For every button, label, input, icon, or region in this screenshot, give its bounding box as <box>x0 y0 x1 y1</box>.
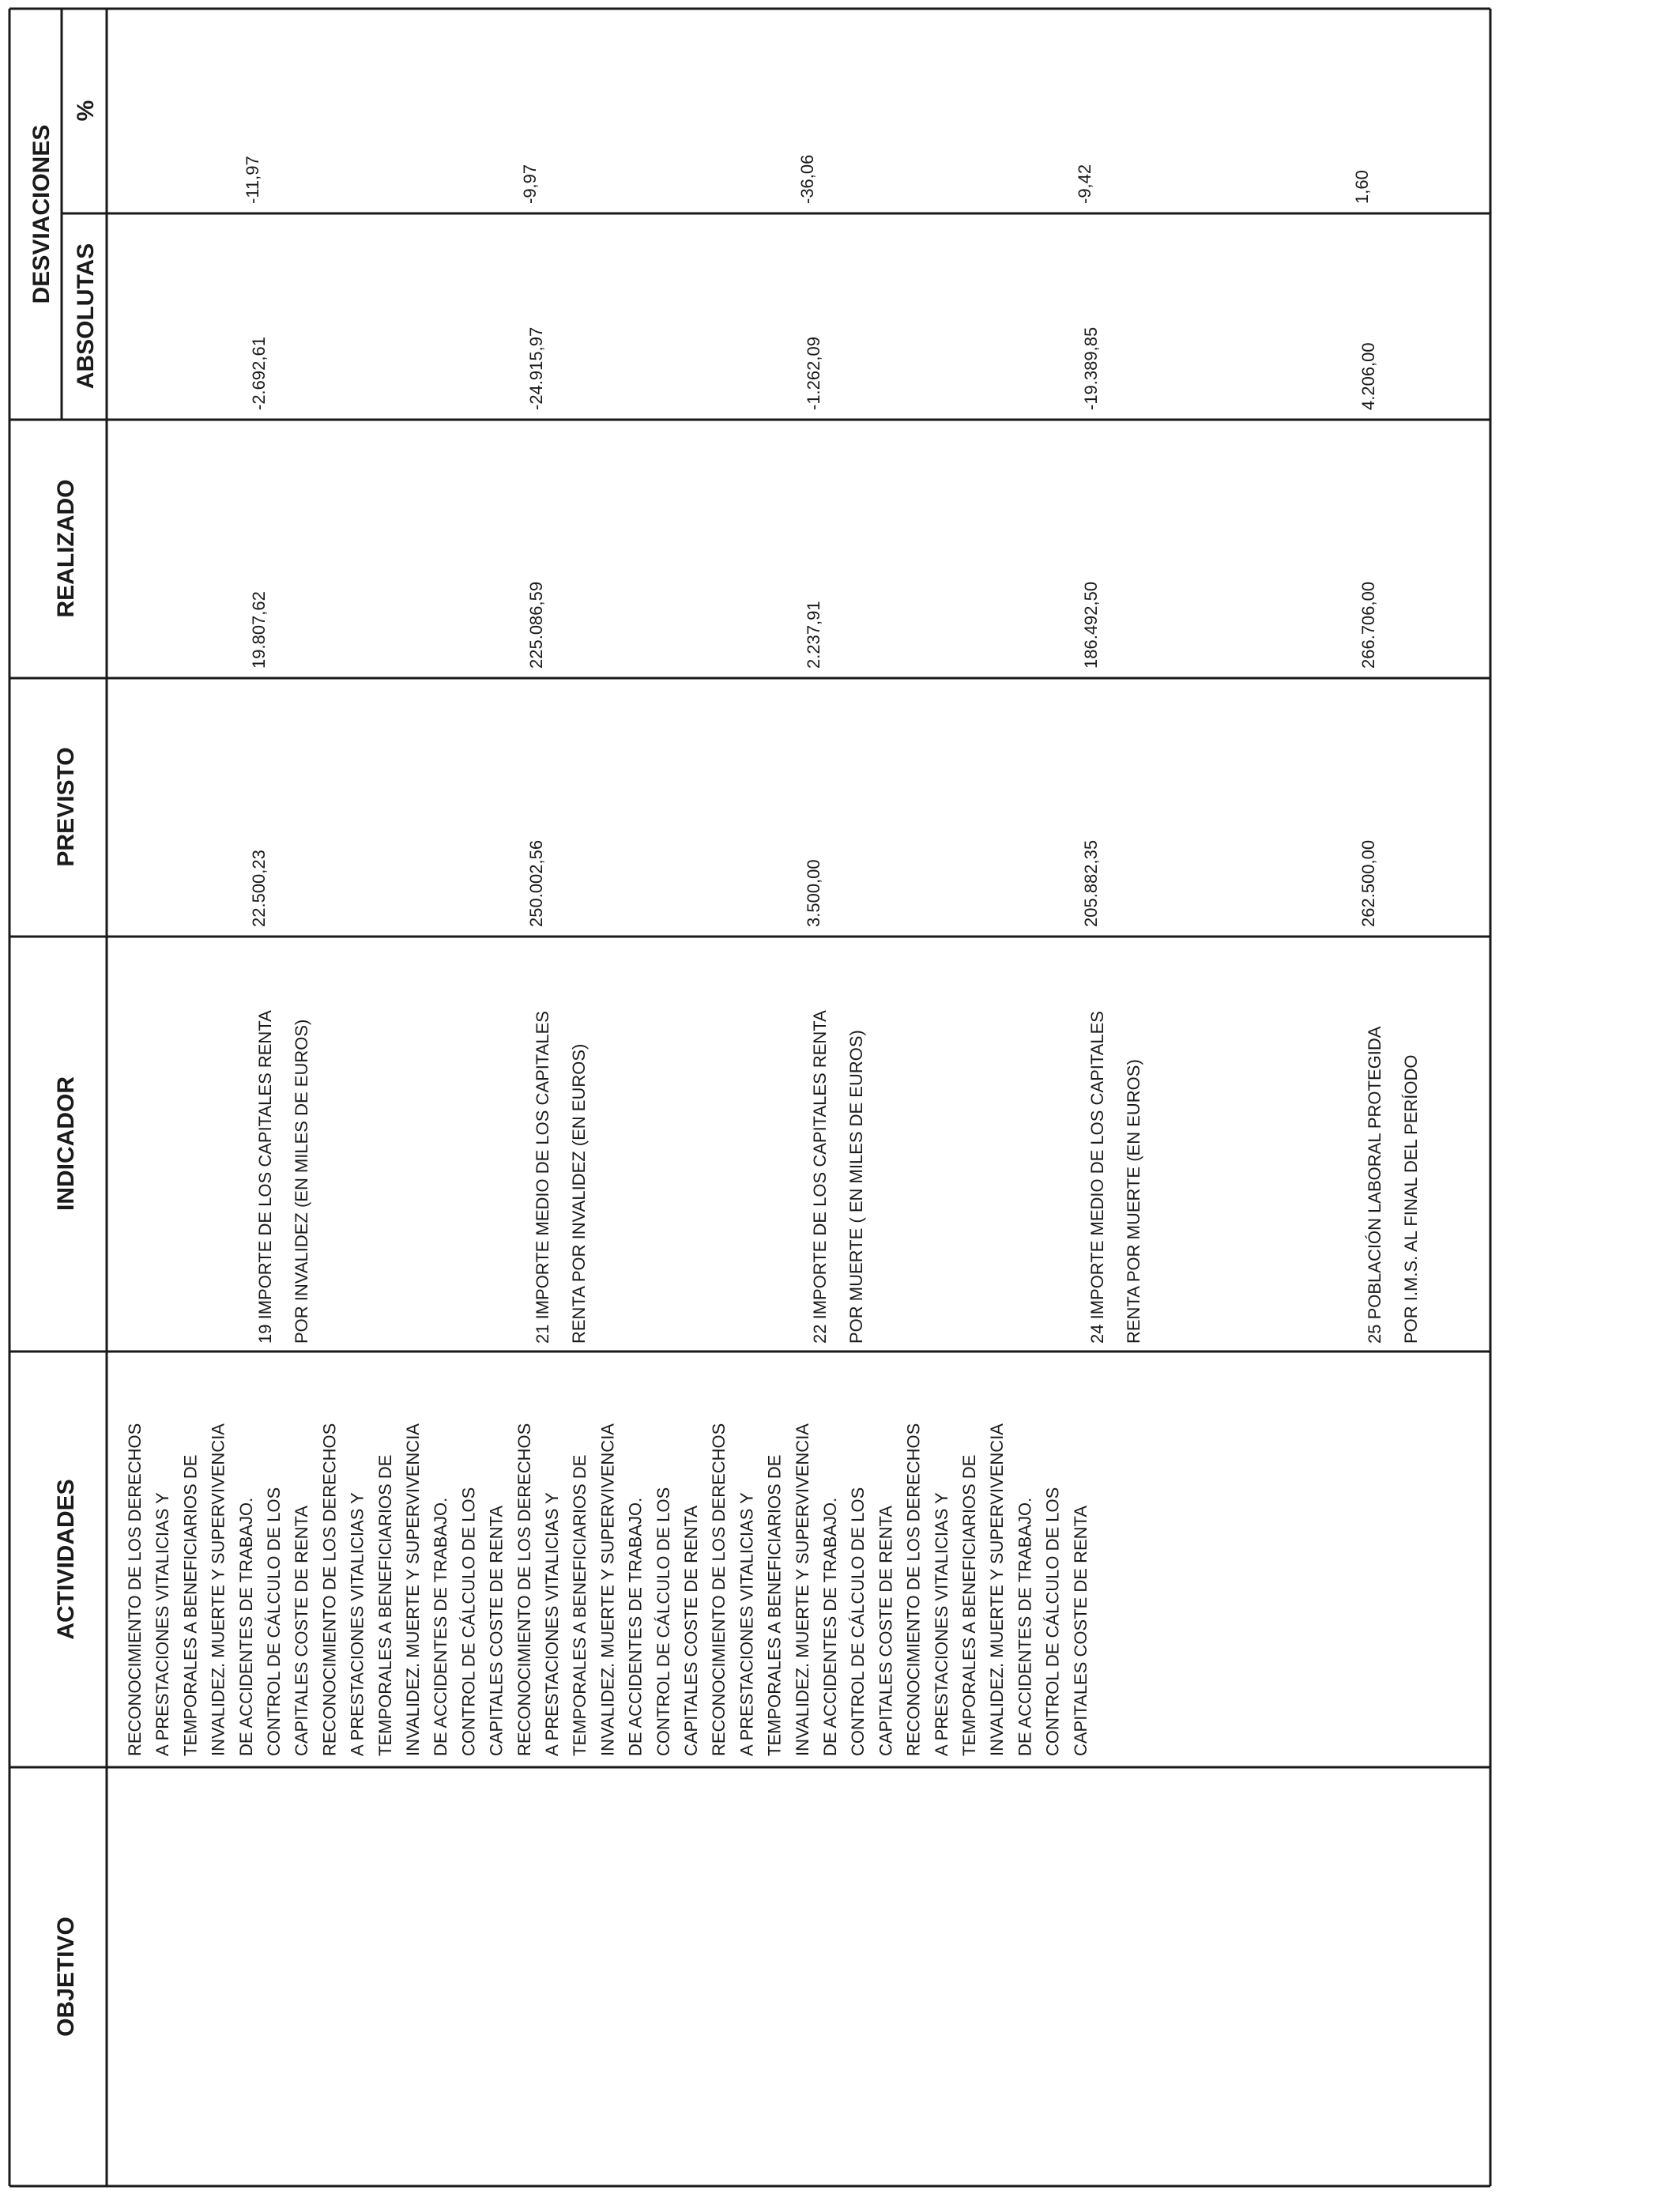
activity-line: A PRESTACIONES VITALICIAS Y <box>736 1492 757 1756</box>
activity-line: DE ACCIDENTES DE TRABAJO. <box>625 1497 646 1756</box>
activity-line: INVALIDEZ. MUERTE Y SUPERVIVENCIA <box>597 1423 618 1756</box>
activity-line: CONTROL DE CÁLCULO DE LOS <box>458 1487 479 1756</box>
activity-line: CONTROL DE CÁLCULO DE LOS <box>653 1487 673 1756</box>
activity-line: CONTROL DE CÁLCULO DE LOS <box>1042 1487 1063 1756</box>
realizado-value: 266.706,00 <box>1358 581 1378 669</box>
activity-line: TEMPORALES A BENEFICIARIOS DE <box>570 1454 590 1756</box>
indicator-text-line: 19 IMPORTE DE LOS CAPITALES RENTA <box>255 1010 275 1344</box>
activity-line: DE ACCIDENTES DE TRABAJO. <box>235 1497 256 1756</box>
indicator-text-line: 25 POBLACIÓN LABORAL PROTEGIDA <box>1365 1026 1384 1344</box>
activity-line: A PRESTACIONES VITALICIAS Y <box>153 1492 173 1756</box>
previsto-value: 262.500,00 <box>1358 839 1378 927</box>
activity-line: RECONOCIMIENTO DE LOS DERECHOS <box>514 1423 534 1756</box>
activity-line: TEMPORALES A BENEFICIARIOS DE <box>375 1454 395 1756</box>
activity-line: RECONOCIMIENTO DE LOS DERECHOS <box>319 1423 340 1756</box>
table-header <box>28 100 99 2037</box>
table-row <box>520 164 589 1344</box>
indicator-text-line: RENTA POR MUERTE (EN EUROS) <box>1124 1059 1143 1344</box>
table-row <box>1075 164 1143 1344</box>
activity-line: A PRESTACIONES VITALICIAS Y <box>931 1492 951 1756</box>
activity-line: CONTROL DE CÁLCULO DE LOS <box>848 1487 868 1756</box>
activity-line: A PRESTACIONES VITALICIAS Y <box>347 1492 367 1756</box>
activity-line: CAPITALES COSTE DE RENTA <box>681 1505 701 1756</box>
desviacion-absoluta-value: -2.692,61 <box>249 337 269 410</box>
header-indicador: INDICADOR <box>53 1076 79 1211</box>
activity-line: DE ACCIDENTES DE TRABAJO. <box>1015 1497 1035 1756</box>
previsto-value: 205.882,35 <box>1081 839 1101 927</box>
activity-line: INVALIDEZ. MUERTE Y SUPERVIVENCIA <box>403 1423 423 1756</box>
indicator-text-line: POR I.M.S. AL FINAL DEL PERÍODO <box>1401 1054 1421 1344</box>
header-objetivo: OBJETIVO <box>53 1917 79 2037</box>
realizado-value: 186.492,50 <box>1081 581 1101 669</box>
header-actividades: ACTIVIDADES <box>53 1479 79 1640</box>
activity-line: DE ACCIDENTES DE TRABAJO. <box>431 1497 451 1756</box>
indicator-text-line: 22 IMPORTE DE LOS CAPITALES RENTA <box>810 1010 830 1344</box>
activity-line: CAPITALES COSTE DE RENTA <box>876 1505 896 1756</box>
desviacion-porcentaje-value: -9,97 <box>520 164 540 204</box>
desviacion-absoluta-value: 4.206,00 <box>1358 342 1378 410</box>
actividades-column <box>125 1423 1090 1756</box>
desviacion-porcentaje-value: -11,97 <box>243 156 262 204</box>
header-previsto: PREVISTO <box>53 747 79 867</box>
realizado-value: 225.086,59 <box>526 581 546 669</box>
realizado-value: 19.807,62 <box>249 591 269 669</box>
activity-line: INVALIDEZ. MUERTE Y SUPERVIVENCIA <box>208 1423 228 1756</box>
table-grid <box>9 9 1490 2186</box>
indicator-text-line: 21 IMPORTE MEDIO DE LOS CAPITALES <box>533 1011 552 1344</box>
desviacion-porcentaje-value: -36,06 <box>797 154 817 204</box>
previsto-value: 250.002,56 <box>526 839 546 927</box>
header-absolutas: ABSOLUTAS <box>73 243 99 390</box>
indicator-text-line: POR MUERTE ( EN MILES DE EUROS) <box>846 1030 866 1344</box>
desviacion-absoluta-value: -19.389,85 <box>1081 326 1101 410</box>
table-row <box>1352 170 1421 1344</box>
activity-line: DE ACCIDENTES DE TRABAJO. <box>820 1497 840 1756</box>
activity-line: RECONOCIMIENTO DE LOS DERECHOS <box>709 1423 729 1756</box>
table-row <box>797 155 866 1344</box>
indicator-text-line: POR INVALIDEZ (EN MILES DE EUROS) <box>292 1019 311 1344</box>
previsto-value: 22.500,23 <box>249 850 269 927</box>
activity-line: TEMPORALES A BENEFICIARIOS DE <box>180 1454 201 1756</box>
activity-line: CONTROL DE CÁLCULO DE LOS <box>264 1487 284 1756</box>
activity-line: CAPITALES COSTE DE RENTA <box>1070 1505 1090 1756</box>
activity-line: RECONOCIMIENTO DE LOS DERECHOS <box>125 1423 145 1756</box>
realizado-value: 2.237,91 <box>804 601 823 669</box>
activity-line: CAPITALES COSTE DE RENTA <box>292 1505 312 1756</box>
table-body <box>243 155 1421 1344</box>
activity-line: TEMPORALES A BENEFICIARIOS DE <box>959 1454 979 1756</box>
header-realizado: REALIZADO <box>53 479 79 618</box>
table-row <box>243 156 311 1344</box>
activity-line: A PRESTACIONES VITALICIAS Y <box>542 1492 562 1756</box>
desviacion-absoluta-value: -1.262,09 <box>804 337 823 410</box>
desviacion-absoluta-value: -24.915,97 <box>526 326 546 410</box>
activity-line: INVALIDEZ. MUERTE Y SUPERVIVENCIA <box>792 1423 812 1756</box>
activity-line: TEMPORALES A BENEFICIARIOS DE <box>764 1454 785 1756</box>
activity-line: CAPITALES COSTE DE RENTA <box>486 1505 507 1756</box>
header-percent: % <box>73 100 99 122</box>
header-desviaciones: DESVIACIONES <box>28 124 55 304</box>
desviacion-porcentaje-value: 1,60 <box>1352 170 1372 204</box>
activity-line: RECONOCIMIENTO DE LOS DERECHOS <box>903 1423 924 1756</box>
activity-line: INVALIDEZ. MUERTE Y SUPERVIVENCIA <box>987 1423 1008 1756</box>
indicator-text-line: RENTA POR INVALIDEZ (EN EUROS) <box>569 1043 589 1344</box>
desviacion-porcentaje-value: -9,42 <box>1075 164 1094 204</box>
indicator-text-line: 24 IMPORTE MEDIO DE LOS CAPITALES <box>1087 1011 1107 1344</box>
previsto-value: 3.500,00 <box>804 859 823 927</box>
